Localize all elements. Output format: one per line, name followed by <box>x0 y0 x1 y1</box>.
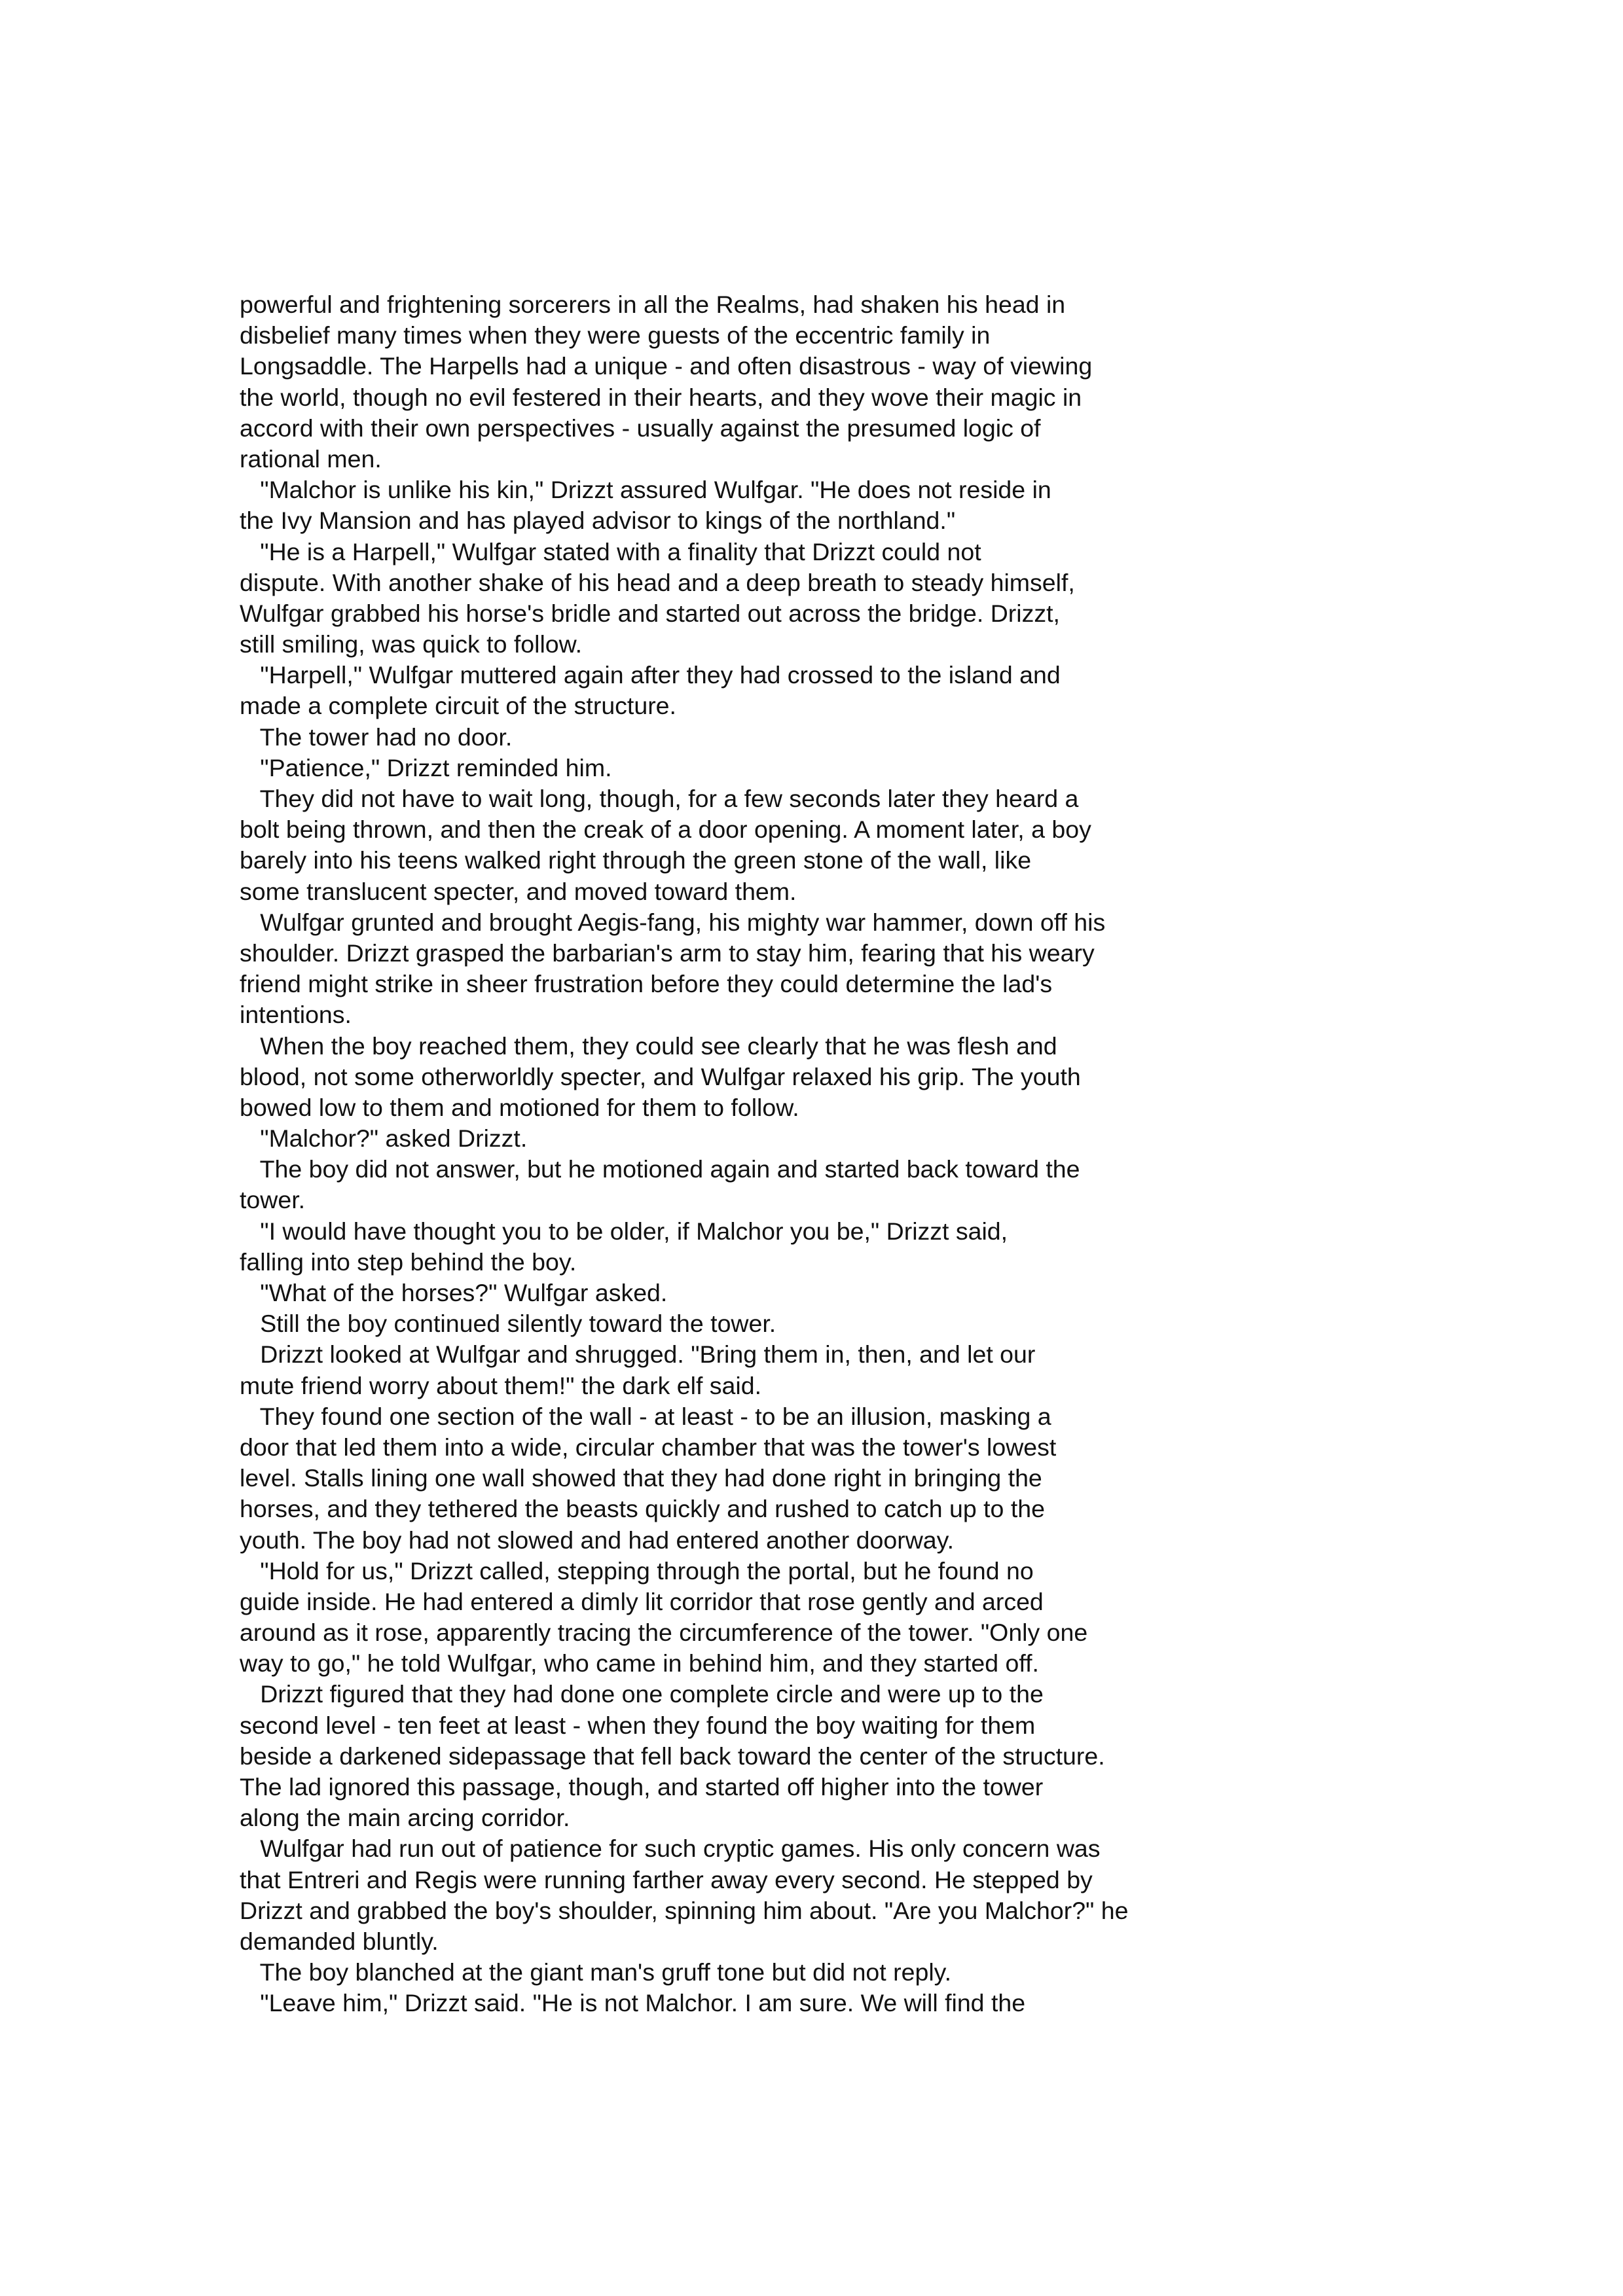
text-line: They found one section of the wall - at least - to be an illusion, masking a <box>240 1402 1051 1430</box>
text-line: demanded bluntly. <box>240 1927 439 1955</box>
text-line: horses, and they tethered the beasts quickly and rushed to catch up to the <box>240 1495 1045 1523</box>
text-line: way to go," he told Wulfgar, who came in behind him, and they started off. <box>240 1649 1039 1677</box>
text-line: "Malchor is unlike his kin," Drizzt assured Wulfgar. "He does not reside in <box>240 476 1051 504</box>
text-line: "I would have thought you to be older, if Malchor you be," Drizzt said, <box>240 1217 1008 1245</box>
text-line: Drizzt figured that they had done one complete circle and were up to the <box>240 1680 1044 1708</box>
text-line: disbelief many times when they were guests of the eccentric family in <box>240 321 991 350</box>
text-line: "He is a Harpell," Wulfgar stated with a finality that Drizzt could not <box>240 537 981 565</box>
text-line: dispute. With another shake of his head and a deep breath to steady himself, <box>240 568 1075 596</box>
text-line: Wulfgar had run out of patience for such cryptic games. His only concern was <box>240 1835 1101 1863</box>
text-line: some translucent specter, and moved toward them. <box>240 877 797 905</box>
text-line: Wulfgar grunted and brought Aegis-fang, his mighty war hammer, down off his <box>240 908 1106 936</box>
text-line: second level - ten feet at least - when they found the boy waiting for them <box>240 1711 1036 1739</box>
body-text <box>240 289 1235 2019</box>
text-line: They did not have to wait long, though, for a few seconds later they heard a <box>240 785 1079 812</box>
text-line: The boy did not answer, but he motioned again and started back toward the <box>240 1155 1080 1183</box>
text-line: falling into step behind the boy. <box>240 1247 577 1276</box>
text-line: mute friend worry about them!" the dark elf said. <box>240 1371 762 1399</box>
text-line: bolt being thrown, and then the creak of a door opening. A moment later, a boy <box>240 816 1091 844</box>
text-line: the Ivy Mansion and has played advisor to kings of the northland." <box>240 507 956 535</box>
text-line: guide inside. He had entered a dimly lit corridor that rose gently and arced <box>240 1587 1044 1615</box>
text-line: bowed low to them and motioned for them to follow. <box>240 1093 799 1121</box>
text-line: The lad ignored this passage, though, and started off higher into the tower <box>240 1773 1044 1801</box>
text-line: The boy blanched at the giant man's gruff tone but did not reply. <box>240 1958 952 1986</box>
text-line: Longsaddle. The Harpells had a unique - and often disastrous - way of viewing <box>240 352 1093 380</box>
text-line: Still the boy continued silently toward the tower. <box>240 1310 776 1338</box>
text-line: intentions. <box>240 1001 352 1029</box>
text-line: level. Stalls lining one wall showed that they had done right in bringing the <box>240 1464 1042 1492</box>
text-line: Drizzt and grabbed the boy's shoulder, spinning him about. "Are you Malchor?" he <box>240 1896 1129 1924</box>
text-line: The tower had no door. <box>240 723 513 751</box>
text-line: youth. The boy had not slowed and had entered another doorway. <box>240 1526 955 1554</box>
text-line: When the boy reached them, they could see clearly that he was flesh and <box>240 1031 1057 1060</box>
text-line: made a complete circuit of the structure. <box>240 692 676 720</box>
text-line: "Leave him," Drizzt said. "He is not Malchor. I am sure. We will find the <box>240 1989 1026 2017</box>
text-line: "Hold for us," Drizzt called, stepping through the portal, but he found no <box>240 1556 1034 1585</box>
text-line: powerful and frightening sorcerers in all the Realms, had shaken his head in <box>240 291 1066 318</box>
text-line: "What of the horses?" Wulfgar asked. <box>240 1279 668 1306</box>
text-line: still smiling, was quick to follow. <box>240 630 583 658</box>
text-line: friend might strike in sheer frustration before they could determine the lad's <box>240 970 1053 998</box>
text-line: "Harpell," Wulfgar muttered again after they had crossed to the island and <box>240 661 1061 689</box>
text-line: rational men. <box>240 444 382 473</box>
text-line: door that led them into a wide, circular chamber that was the tower's lowest <box>240 1433 1057 1461</box>
text-line: that Entreri and Regis were running farther away every second. He stepped by <box>240 1865 1093 1893</box>
text-line: blood, not some otherworldly specter, and Wulfgar relaxed his grip. The youth <box>240 1062 1081 1090</box>
text-line: the world, though no evil festered in their hearts, and they wove their magic in <box>240 383 1082 411</box>
text-line: accord with their own perspectives - usually against the presumed logic of <box>240 414 1041 442</box>
text-line: Wulfgar grabbed his horse's bridle and started out across the bridge. Drizzt, <box>240 599 1060 627</box>
text-line: along the main arcing corridor. <box>240 1804 570 1832</box>
text-line: around as it rose, apparently tracing the circumference of the tower. "Only one <box>240 1619 1088 1647</box>
text-line: beside a darkened sidepassage that fell back toward the center of the structure. <box>240 1742 1105 1770</box>
text-line: "Malchor?" asked Drizzt. <box>240 1124 528 1153</box>
text-line: shoulder. Drizzt grasped the barbarian's arm to stay him, fearing that his weary <box>240 939 1095 967</box>
text-line: barely into his teens walked right through the green stone of the wall, like <box>240 846 1032 874</box>
text-line: tower. <box>240 1186 306 1214</box>
text-line: "Patience," Drizzt reminded him. <box>240 753 612 781</box>
text-line: Drizzt looked at Wulfgar and shrugged. "Bring them in, then, and let our <box>240 1340 1036 1369</box>
